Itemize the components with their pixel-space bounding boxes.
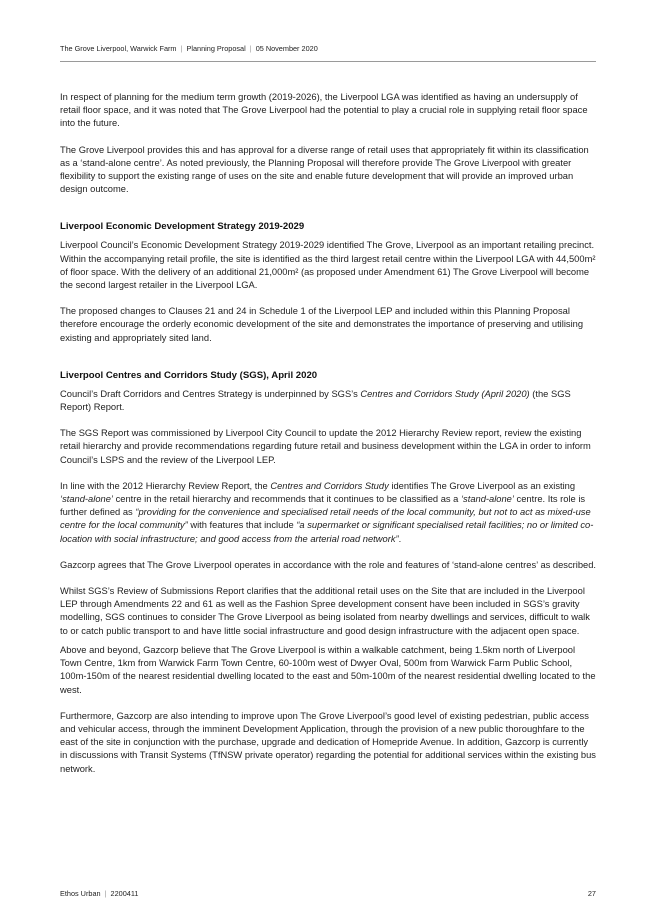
quote-italic: “a supermarket or significant specialised retail facilities; no or limited co-location with social infrastructure; and good access from the arterial road network” [60, 520, 594, 544]
footer-job-number: 2200411 [110, 889, 139, 898]
footer-company: Ethos Urban [60, 889, 101, 898]
section-heading-sgs: Liverpool Centres and Corridors Study (SGS), April 2020 [60, 369, 318, 381]
paragraph: Furthermore, Gazcorp are also intending to improve upon The Grove Liverpool’s good level of existing pedestrian, public access and vehicular access, through the imminent Development Application, through the provision of a new public thoroughfare to the east of the site in conjunction with the purchase, upgrade and dedication of Homepride Avenue. In addition, Gazcorp is currently in discussions with Transit Systems (TfNSW private operator) regarding the potential for additional services within the existing bus network. [60, 710, 596, 774]
header-project: The Grove Liverpool, Warwick Farm [60, 44, 177, 53]
header-document: Planning Proposal [186, 44, 246, 53]
text-run: with features that include [187, 520, 297, 531]
header-separator: | [180, 44, 183, 53]
text-run: centre. Its role is further defined as [60, 494, 586, 518]
paragraph: The proposed changes to Clauses 21 and 24 in Schedule 1 of the Liverpool LEP and included within this Planning Proposal therefore encourage the orderly economic development of the site and demonstrates the importance of preserving and utilising existing and appropriately sited land. [60, 306, 584, 343]
quote-italic: “providing for the convenience and specialised retail needs of the local community, but not to act as mixed-use centre for the local community” [60, 507, 591, 531]
body-content [60, 91, 596, 789]
paragraph: Whilst SGS’s Review of Submissions Report clarifies that the additional retail uses on the Site that are included in the Liverpool LEP through Amendments 22 and 61 as well as the Fashion Spree development consent have been included in SGS’s gravity modelling, SGS continues to consider The Grove Liverpool as being isolated from nearby dwellings and services, difficult to walk to or catch public transport to and have little social infrastructure and good design infrastructure with the adjacent open space. [60, 586, 590, 636]
italic-run: ‘stand-alone’ [460, 494, 514, 505]
header-separator: | [249, 44, 252, 53]
document-title-italic: Centres and Corridors Study (April 2020) [360, 388, 530, 399]
paragraph: Above and beyond, Gazcorp believe that The Grove Liverpool is within a walkable catchment, being 1.5km north of Liverpool Town Centre, 1km from Warwick Farm Town Centre, 60-100m west of Dwyer Oval, 500m from Warwick Farm Public School, 100m-150m of the nearest residential dwelling located to the east and 50m-100m of the nearest residential dwelling located to the west. [60, 644, 596, 695]
text-run: (the SGS Report) Report. [60, 388, 571, 413]
text-run: Council’s Draft Corridors and Centres Strategy is underpinned by SGS’s [60, 388, 361, 399]
paragraph: The Grove Liverpool provides this and has approval for a diverse range of retail uses that appropriately fit within its classification as a ‘stand-alone centre’. As noted previously, the Planning Proposal will therefore provide The Grove Liverpool with greater flexibility to support the existing range of uses on the site and enable future development that will provide an improved urban design outcome. [60, 144, 589, 195]
paragraph: Gazcorp agrees that The Grove Liverpool operates in accordance with the role and features of ‘stand-alone centres’ as described. [60, 559, 597, 570]
page-number: 27 [587, 889, 596, 898]
header-divider [60, 61, 596, 62]
text-run: centre in the retail hierarchy and recommends that it continues to be classified as a [112, 494, 461, 505]
italic-run: Centres and Corridors Study [270, 480, 389, 491]
text-run: identifies The Grove Liverpool as an existing [388, 480, 576, 491]
running-footer [60, 889, 138, 898]
header-date: 05 November 2020 [255, 44, 318, 53]
text-run: In line with the 2012 Hierarchy Review Report, the [60, 480, 271, 491]
paragraph: The SGS Report was commissioned by Liverpool City Council to update the 2012 Hierarchy Review report, review the existing retail hierarchy and provide recommendations regarding future retail and business development within the LGA in order to inform Council’s LSPS and the review of the Liverpool LEP. [60, 428, 591, 465]
paragraph: In respect of planning for the medium term growth (2019-2026), the Liverpool LGA was identified as having an undersupply of retail floor space, and it was noted that The Grove Liverpool had the potential to play a crucial role in supplying retail floor space into the future. [60, 92, 588, 129]
section-heading-eds: Liverpool Economic Development Strategy 2019-2029 [60, 221, 305, 233]
paragraph [60, 388, 596, 414]
paragraph [60, 480, 596, 546]
italic-run: ‘stand-alone’ [60, 494, 113, 505]
footer-separator: | [104, 889, 107, 898]
paragraph: Liverpool Council’s Economic Development Strategy 2019-2029 identified The Grove, Liverpool as an important retailing precinct. Within the accompanying retail profile, the site is identified as the third largest retail centre within the Liverpool LGA with 44,500m² of floor space. With the delivery of an additional 21,000m² (as proposed under Amendment 61) The Grove Liverpool will become the second largest retailer in the Liverpool LGA. [60, 240, 596, 291]
running-header [60, 44, 318, 53]
text-run: . [398, 533, 402, 544]
